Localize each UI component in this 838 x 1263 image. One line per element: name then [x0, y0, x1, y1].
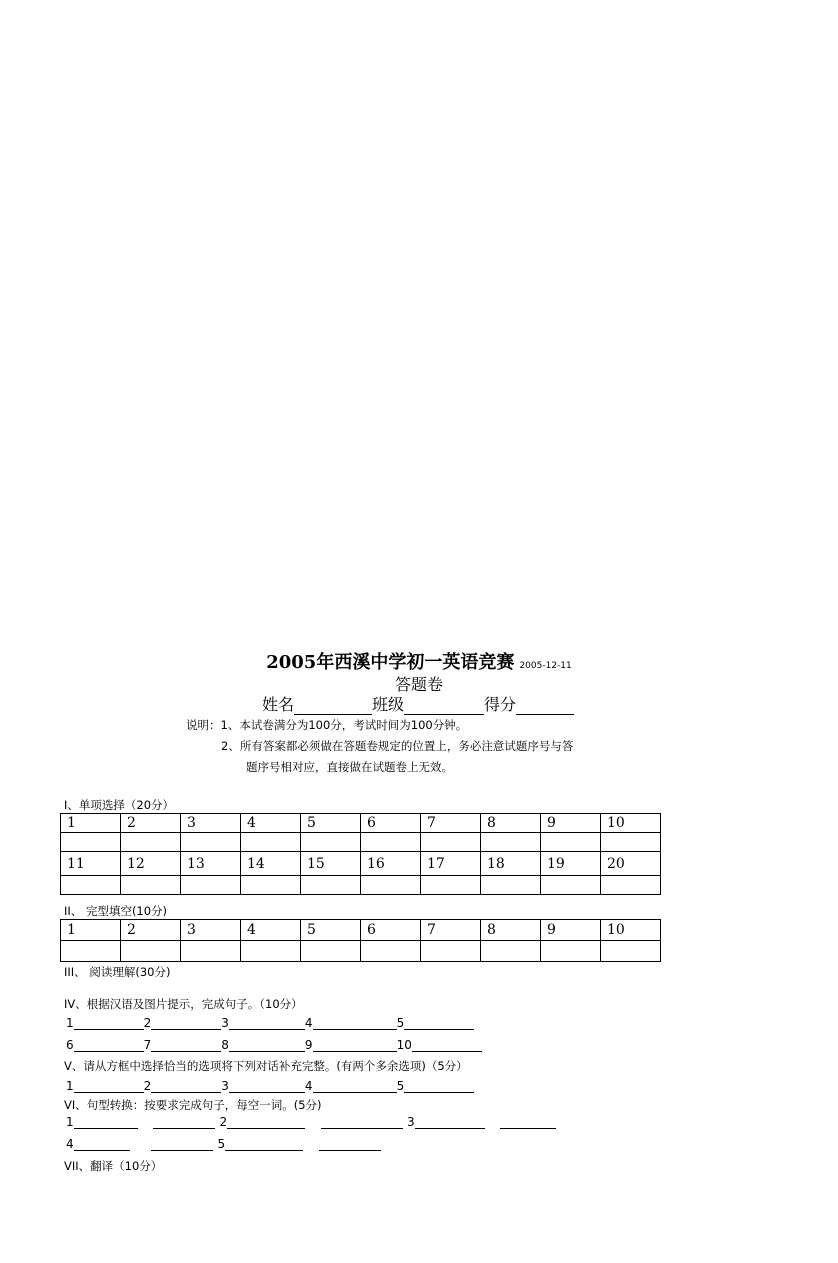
answer-cell[interactable]	[121, 941, 181, 962]
blank-number: 10	[396, 1038, 412, 1052]
section-6-line-2	[66, 1137, 381, 1151]
blank-number: 3	[406, 1115, 415, 1129]
instruction-text-1: 1、本试卷满分为100分，考试时间为100分钟。	[220, 718, 468, 732]
table-cell-number: 12	[121, 852, 181, 876]
section-7-heading: VII、翻译（10分）	[64, 1159, 163, 1173]
section-5-line-1	[66, 1079, 474, 1093]
answer-cell[interactable]	[481, 833, 541, 852]
score-label: 得分	[484, 695, 517, 714]
table-cell-number: 20	[601, 852, 661, 876]
answer-blank[interactable]	[153, 1115, 215, 1129]
answer-blank[interactable]	[404, 1016, 474, 1030]
class-label: 班级	[372, 695, 405, 714]
table-cell-number: 3	[181, 920, 241, 941]
section-4-line-1	[66, 1016, 474, 1030]
answer-cell[interactable]	[481, 941, 541, 962]
table-row	[61, 814, 661, 833]
answer-blank[interactable]	[74, 1016, 144, 1030]
blank-number: 5	[396, 1016, 405, 1030]
table-cell-number: 5	[301, 920, 361, 941]
table-cell-number: 7	[421, 920, 481, 941]
blank-number: 6	[66, 1038, 74, 1052]
blank-number: 1	[66, 1115, 74, 1129]
answer-blank[interactable]	[229, 1038, 305, 1052]
instruction-line-2: 2、所有答案都必须做在答题卷规定的位置上，务必注意试题序号与答	[221, 739, 574, 753]
blank-number: 4	[66, 1137, 74, 1151]
answer-cell[interactable]	[541, 876, 601, 895]
student-info-line	[262, 692, 574, 715]
answer-blank[interactable]	[151, 1137, 213, 1151]
answer-blank[interactable]	[151, 1079, 221, 1093]
answer-cell[interactable]	[481, 876, 541, 895]
table-cell-number: 2	[121, 920, 181, 941]
answer-blank[interactable]	[74, 1115, 138, 1129]
blank-number: 7	[143, 1038, 152, 1052]
table-cell-number: 1	[61, 814, 121, 833]
table-cell-number: 15	[301, 852, 361, 876]
table-cell-number: 11	[61, 852, 121, 876]
table-cell-number: 7	[421, 814, 481, 833]
answer-blank[interactable]	[313, 1038, 397, 1052]
blank-number: 9	[304, 1038, 313, 1052]
table-cell-number: 1	[61, 920, 121, 941]
answer-blank[interactable]	[313, 1016, 397, 1030]
section-5-heading: V、请从方框中选择恰当的选项将下列对话补充完整。(有两个多余选项)（5分）	[64, 1059, 468, 1073]
score-field[interactable]	[516, 698, 574, 715]
answer-blank[interactable]	[229, 1079, 305, 1093]
blank-number: 3	[221, 1016, 229, 1030]
section-3-heading: III、 阅读理解(30分)	[64, 965, 171, 979]
answer-cell[interactable]	[541, 941, 601, 962]
answer-blank[interactable]	[412, 1038, 482, 1052]
table-row	[61, 920, 661, 941]
answer-cell[interactable]	[121, 876, 181, 895]
answer-blank[interactable]	[151, 1016, 221, 1030]
answer-cell[interactable]	[301, 833, 361, 852]
class-field[interactable]	[404, 698, 484, 715]
blank-number: 1	[66, 1016, 74, 1030]
table-cell-number: 5	[301, 814, 361, 833]
answer-cell[interactable]	[421, 876, 481, 895]
answer-cell[interactable]	[601, 941, 661, 962]
answer-cell[interactable]	[541, 833, 601, 852]
table-cell-number: 14	[241, 852, 301, 876]
section-4-line-2	[66, 1038, 482, 1052]
answer-cell[interactable]	[61, 941, 121, 962]
table-cell-number: 8	[481, 814, 541, 833]
table-cell-number: 18	[481, 852, 541, 876]
answer-cell[interactable]	[601, 876, 661, 895]
instruction-prefix: 说明：	[186, 718, 221, 732]
table-cell-number: 3	[181, 814, 241, 833]
blank-number: 5	[396, 1079, 405, 1093]
name-label: 姓名	[262, 695, 295, 714]
answer-cell[interactable]	[601, 833, 661, 852]
section-1-answer-grid	[60, 813, 661, 895]
table-row	[61, 852, 661, 876]
blank-number: 4	[304, 1079, 313, 1093]
answer-cell[interactable]	[181, 876, 241, 895]
section-2-answer-grid	[60, 919, 661, 962]
table-cell-number: 4	[241, 814, 301, 833]
answer-blank[interactable]	[319, 1137, 381, 1151]
blank-number: 3	[221, 1079, 229, 1093]
table-cell-number: 10	[601, 814, 661, 833]
section-6-heading: VI、句型转换：按要求完成句子，每空一词。(5分)	[64, 1098, 322, 1112]
instruction-line-3: 题序号相对应，直接做在试题卷上无效。	[246, 760, 453, 774]
blank-number: 2	[143, 1016, 152, 1030]
answer-cell[interactable]	[421, 941, 481, 962]
table-cell-number: 8	[481, 920, 541, 941]
answer-blank[interactable]	[225, 1137, 303, 1151]
table-cell-number: 4	[241, 920, 301, 941]
answer-blank[interactable]	[404, 1079, 474, 1093]
answer-blank[interactable]	[415, 1115, 485, 1129]
exam-title	[0, 648, 838, 674]
table-row	[61, 941, 661, 962]
table-cell-number: 9	[541, 920, 601, 941]
exam-title-text: 2005年西溪中学初一英语竞赛	[266, 652, 515, 673]
blank-number: 2	[143, 1079, 152, 1093]
answer-blank[interactable]	[151, 1038, 221, 1052]
name-field[interactable]	[294, 698, 372, 715]
section-6-line-1: 1 2 3	[66, 1115, 556, 1129]
blank-number: 5	[217, 1137, 226, 1151]
table-cell-number: 13	[181, 852, 241, 876]
section-4-heading: IV、根据汉语及图片提示，完成句子。（10分）	[64, 997, 303, 1011]
table-cell-number: 2	[121, 814, 181, 833]
answer-blank[interactable]	[313, 1079, 397, 1093]
exam-date: 2005-12-11	[519, 661, 572, 671]
table-row	[61, 876, 661, 895]
answer-blank[interactable]	[74, 1038, 144, 1052]
blank-number: 4	[304, 1016, 313, 1030]
answer-cell[interactable]	[61, 833, 121, 852]
answer-cell[interactable]	[301, 876, 361, 895]
table-cell-number: 6	[361, 814, 421, 833]
table-cell-number: 17	[421, 852, 481, 876]
answer-cell[interactable]	[361, 833, 421, 852]
table-row	[61, 833, 661, 852]
answer-cell[interactable]	[361, 876, 421, 895]
answer-blank[interactable]	[229, 1016, 305, 1030]
table-cell-number: 6	[361, 920, 421, 941]
answer-cell[interactable]	[241, 833, 301, 852]
section-1-heading: I、单项选择（20分）	[64, 798, 175, 812]
answer-cell[interactable]	[121, 833, 181, 852]
answer-cell[interactable]	[421, 833, 481, 852]
answer-blank[interactable]	[227, 1115, 305, 1129]
blank-number: 1	[66, 1079, 74, 1093]
section-2-heading: II、 完型填空(10分)	[64, 904, 168, 918]
table-cell-number: 9	[541, 814, 601, 833]
table-cell-number: 16	[361, 852, 421, 876]
table-cell-number: 19	[541, 852, 601, 876]
instruction-line-1	[186, 717, 467, 733]
answer-blank[interactable]	[74, 1137, 130, 1151]
answer-cell[interactable]	[361, 941, 421, 962]
answer-blank[interactable]	[500, 1115, 556, 1129]
answer-cell[interactable]	[61, 876, 121, 895]
answer-blank[interactable]	[321, 1115, 403, 1129]
answer-cell[interactable]	[181, 833, 241, 852]
answer-cell[interactable]	[301, 941, 361, 962]
table-cell-number: 10	[601, 920, 661, 941]
blank-number: 8	[221, 1038, 229, 1052]
answer-cell[interactable]	[241, 876, 301, 895]
answer-cell[interactable]	[241, 941, 301, 962]
exam-subtitle: 答题卷	[394, 675, 443, 694]
answer-cell[interactable]	[181, 941, 241, 962]
answer-blank[interactable]	[74, 1079, 144, 1093]
